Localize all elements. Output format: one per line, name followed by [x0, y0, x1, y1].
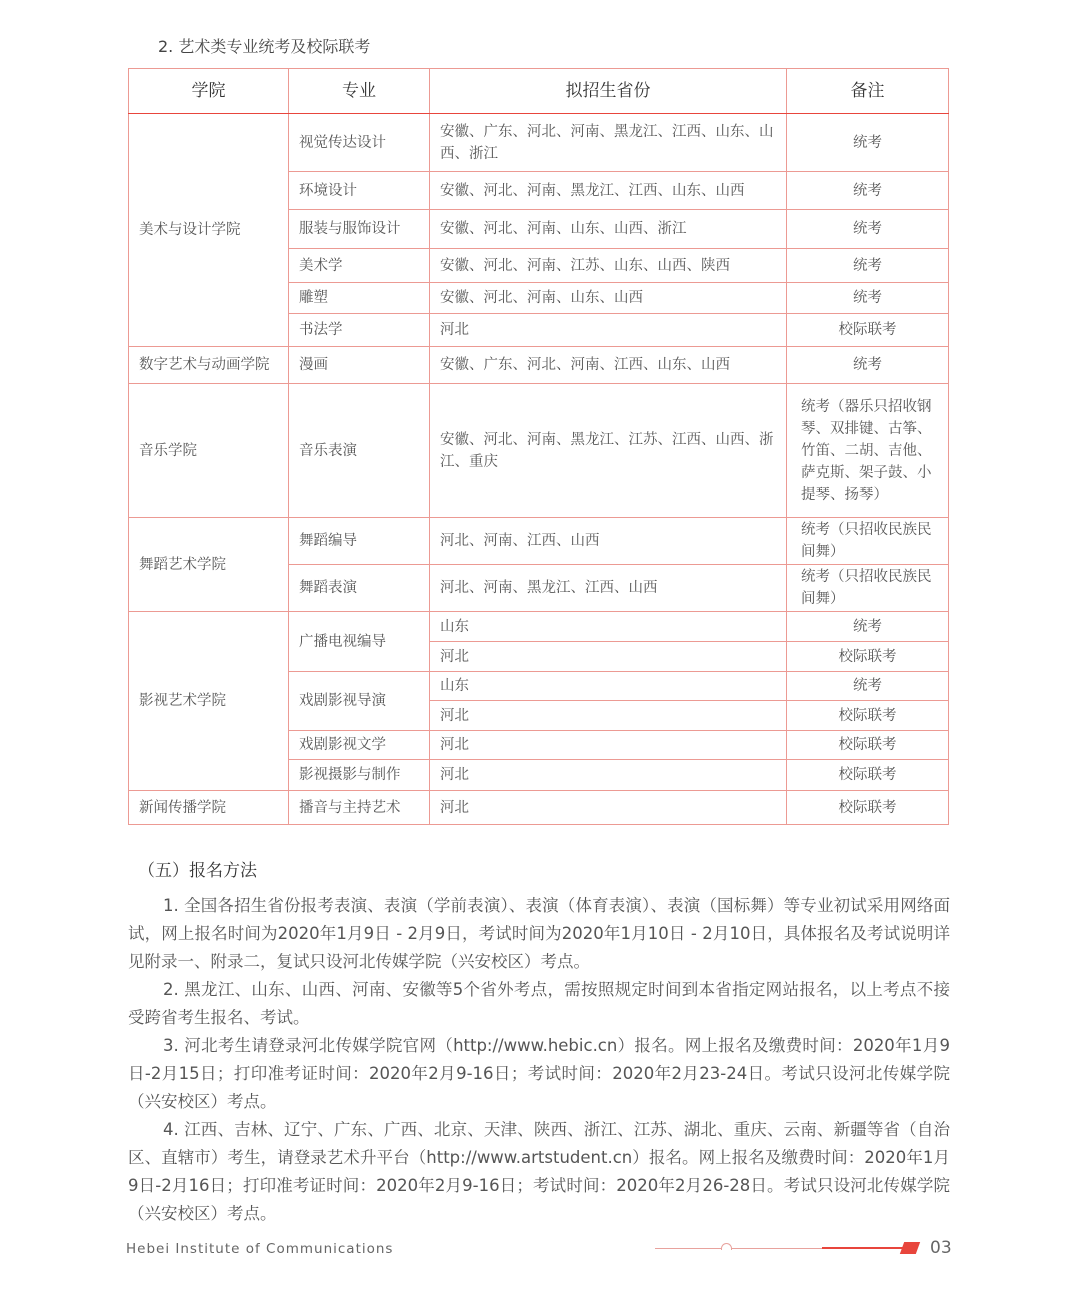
provinces-cell: 河北 — [430, 791, 787, 825]
major-cell: 音乐表演 — [289, 384, 430, 518]
major-cell: 播音与主持艺术 — [289, 791, 430, 825]
provinces-cell: 河北 — [430, 701, 787, 731]
major-cell: 戏剧影视文学 — [289, 731, 430, 760]
provinces-cell: 安徽、河北、河南、黑龙江、江西、山东、山西 — [430, 172, 787, 210]
note-cell: 统考 — [787, 612, 949, 642]
paragraph: 2. 黑龙江、山东、山西、河南、安徽等5个省外考点，需按照规定时间到本省指定网站报名，以上考点不接受跨省考生报名、考试。 — [128, 980, 950, 1027]
footer-institution: Hebei Institute of Communications — [126, 1241, 394, 1257]
college-cell: 美术与设计学院 — [129, 114, 289, 347]
provinces-cell: 河北、河南、黑龙江、江西、山西 — [430, 565, 787, 612]
section-title: 2. 艺术类专业统考及校际联考 — [158, 37, 371, 56]
header-provinces: 拟招生省份 — [430, 69, 787, 114]
major-cell: 舞蹈编导 — [289, 518, 430, 565]
note-cell: 统考 — [787, 672, 949, 701]
provinces-cell: 安徽、河北、河南、山东、山西、浙江 — [430, 210, 787, 249]
college-cell: 音乐学院 — [129, 384, 289, 518]
major-cell: 雕塑 — [289, 283, 430, 314]
major-cell: 舞蹈表演 — [289, 565, 430, 612]
table-row — [129, 347, 949, 384]
provinces-cell: 河北 — [430, 314, 787, 347]
provinces-cell: 山东 — [430, 612, 787, 642]
note-cell: 统考（器乐只招收钢琴、双排键、古筝、竹笛、二胡、吉他、萨克斯、架子鼓、小提琴、扬琴） — [787, 384, 949, 518]
page-number: 03 — [930, 1238, 952, 1258]
header-note: 备注 — [787, 69, 949, 114]
note-cell: 校际联考 — [787, 731, 949, 760]
provinces-cell: 山东 — [430, 672, 787, 701]
major-cell: 广播电视编导 — [289, 612, 430, 672]
note-cell: 校际联考 — [787, 642, 949, 672]
footer-ornament — [721, 1243, 732, 1250]
note-cell: 统考 — [787, 283, 949, 314]
provinces-cell: 河北 — [430, 642, 787, 672]
provinces-cell: 安徽、河北、河南、江苏、山东、山西、陕西 — [430, 249, 787, 283]
header-college: 学院 — [129, 69, 289, 114]
note-cell: 校际联考 — [787, 701, 949, 731]
major-cell: 美术学 — [289, 249, 430, 283]
table-row — [129, 791, 949, 825]
college-cell: 舞蹈艺术学院 — [129, 518, 289, 612]
table-row — [129, 384, 949, 518]
table-row — [129, 612, 949, 642]
note-cell: 统考 — [787, 347, 949, 384]
table-row — [129, 518, 949, 565]
sub-heading: （五）报名方法 — [138, 861, 257, 881]
major-cell: 视觉传达设计 — [289, 114, 430, 172]
provinces-cell: 河北 — [430, 731, 787, 760]
major-cell: 戏剧影视导演 — [289, 672, 430, 731]
provinces-cell: 安徽、河北、河南、黑龙江、江苏、江西、山西、浙江、重庆 — [430, 384, 787, 518]
major-cell: 漫画 — [289, 347, 430, 384]
note-cell: 统考 — [787, 249, 949, 283]
provinces-cell: 安徽、河北、河南、山东、山西 — [430, 283, 787, 314]
note-cell: 统考（只招收民族民间舞） — [787, 518, 949, 565]
college-cell: 新闻传播学院 — [129, 791, 289, 825]
footer-accent-bar — [822, 1247, 906, 1249]
paragraph: 4. 江西、吉林、辽宁、广东、广西、北京、天津、陕西、浙江、江苏、湖北、重庆、云南、新疆等省（自治区、直辖市）考生，请登录艺术升平台（http://www.artstudent.cn）报名。网上报名及缴费时间：2020年1月9日-2月16日；打印准考证时间：2020年2月9-16日；考试时间：2020年2月26-28日。考试只设河北传媒学院（兴安校区）考点。 — [128, 1120, 950, 1223]
note-cell: 统考（只招收民族民间舞） — [787, 565, 949, 612]
major-cell: 影视摄影与制作 — [289, 760, 430, 791]
note-cell: 统考 — [787, 114, 949, 172]
table-header-row — [129, 69, 949, 114]
note-cell: 校际联考 — [787, 314, 949, 347]
footer-accent-mark — [900, 1242, 920, 1254]
note-cell: 校际联考 — [787, 791, 949, 825]
provinces-cell: 安徽、广东、河北、河南、黑龙江、江西、山东、山西、浙江 — [430, 114, 787, 172]
note-cell: 统考 — [787, 210, 949, 249]
table-row — [129, 114, 949, 172]
paragraph: 3. 河北考生请登录河北传媒学院官网（http://www.hebic.cn）报名。网上报名及缴费时间：2020年1月9日-2月15日；打印准考证时间：2020年2月9-16日；考试时间：2020年2月23-24日。考试只设河北传媒学院（兴安校区）考点。 — [128, 1036, 950, 1111]
provinces-cell: 河北、河南、江西、山西 — [430, 518, 787, 565]
admission-table — [128, 68, 949, 825]
header-major: 专业 — [289, 69, 430, 114]
major-cell: 书法学 — [289, 314, 430, 347]
college-cell: 影视艺术学院 — [129, 612, 289, 791]
major-cell: 环境设计 — [289, 172, 430, 210]
provinces-cell: 河北 — [430, 760, 787, 791]
provinces-cell: 安徽、广东、河北、河南、江西、山东、山西 — [430, 347, 787, 384]
college-cell: 数字艺术与动画学院 — [129, 347, 289, 384]
paragraph: 1. 全国各招生省份报考表演、表演（学前表演）、表演（体育表演）、表演（国标舞）等专业初试采用网络面试，网上报名时间为2020年1月9日 - 2月9日，考试时间为2020年1月10日 - 2月10日，具体报名及考试说明详见附录一、附录二，复试只设河北传媒学院（兴安校区）考点。 — [128, 896, 950, 971]
note-cell: 统考 — [787, 172, 949, 210]
note-cell: 校际联考 — [787, 760, 949, 791]
major-cell: 服装与服饰设计 — [289, 210, 430, 249]
